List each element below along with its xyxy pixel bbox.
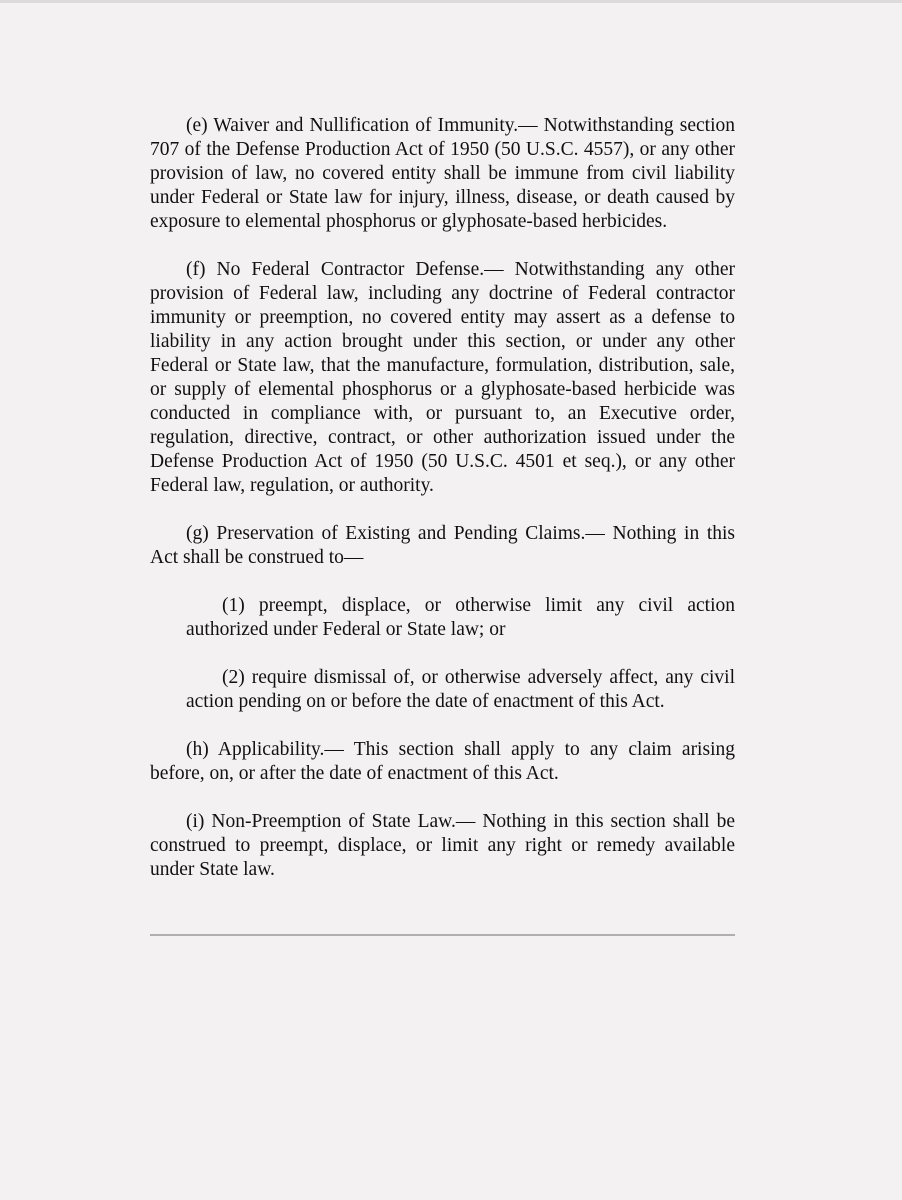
section-g-preservation-of-claims: (g) Preservation of Existing and Pending Claims.— Nothing in this Act shall be construed to—: [150, 523, 735, 568]
section-g-item-2: (2) require dismissal of, or otherwise adversely affect, any civil action pending on or before the date of enactment of this Act.: [186, 667, 735, 712]
section-e-waiver-immunity: (e) Waiver and Nullification of Immunity.— Notwithstanding section 707 of the Defense Production Act of 1950 (50 U.S.C. 4557), or any other provision of law, no covered entity shall be immune from civil liability under Federal or State law for injury, illness, disease, or death caused by exposure to elemental phosphorus or glyphosate-based herbicides.: [150, 115, 735, 232]
page-top-edge: [0, 0, 902, 3]
section-g-item-1: (1) preempt, displace, or otherwise limit any civil action authorized under Federal or State law; or: [186, 595, 735, 640]
section-i-non-preemption: (i) Non-Preemption of State Law.— Nothing in this section shall be construed to preempt, displace, or limit any right or remedy available under State law.: [150, 811, 735, 880]
document-body: [150, 114, 735, 882]
section-f-no-contractor-defense: (f) No Federal Contractor Defense.— Notwithstanding any other provision of Federal law, including any doctrine of Federal contractor immunity or preemption, no covered entity may assert as a defense to liability in any action brought under this section, or under any other Federal or State law, that the manufacture, formulation, distribution, sale, or supply of elemental phosphorus or a glyphosate-based herbicide was conducted in compliance with, or pursuant to, an Executive order, regulation, directive, contract, or other authorization issued under the Defense Production Act of 1950 (50 U.S.C. 4501 et seq.), or any other Federal law, regulation, or authority.: [150, 259, 735, 496]
section-h-applicability: (h) Applicability.— This section shall apply to any claim arising before, on, or after the date of enactment of this Act.: [150, 739, 735, 784]
end-of-section-divider: [150, 934, 735, 936]
